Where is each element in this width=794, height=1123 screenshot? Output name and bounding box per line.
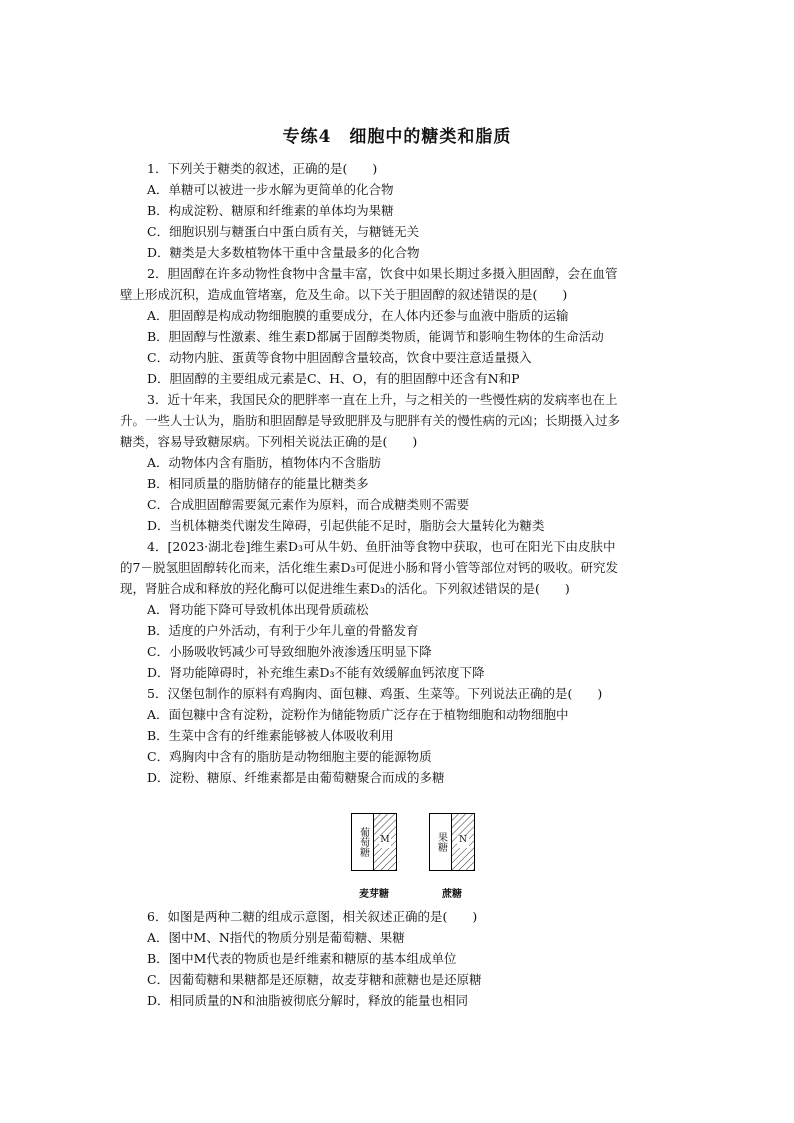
q2-option-d: D．胆固醇的主要组成元素是C、H、O，有的胆固醇中还含有N和P (147, 371, 520, 386)
q3-option-c: C．合成胆固醇需要氮元素作为原料，而合成糖类则不需要 (147, 497, 470, 512)
q5-stem: 5．汉堡包制作的原料有鸡胸肉、面包糠、鸡蛋、生菜等。下列说法正确的是( ) (147, 686, 603, 701)
q4-stem-line1: 4．[2023·湖北卷]维生素D₃可从牛奶、鱼肝油等食物中获取，也可在阳光下由皮肤中 (147, 539, 616, 554)
m-letter: M (380, 835, 390, 845)
q1-stem: 1．下列关于糖类的叙述，正确的是( ) (147, 161, 378, 176)
fructose-unit (430, 814, 452, 870)
q3-option-a: A．动物体内含有脂肪，植物体内不含脂肪 (147, 455, 382, 470)
q2-option-b: B．胆固醇与性激素、维生素D都属于固醇类物质，能调节和影响生物体的生命活动 (147, 329, 604, 344)
question-6 (120, 906, 680, 1011)
q1-option-a: A．单糖可以被进一步水解为更简单的化合物 (147, 182, 394, 197)
q3-option-b: B．相同质量的脂肪储存的能量比糖类多 (147, 476, 369, 491)
q4-option-b: B．适度的户外活动，有利于少年儿童的骨骼发育 (147, 623, 419, 638)
q3-option-d: D．当机体糖类代谢发生障碍，引起供能不足时，脂肪会大量转化为糖类 (147, 518, 545, 533)
q2-option-a: A．胆固醇是构成动物细胞膜的重要成分，在人体内还参与血液中脂质的运输 (147, 308, 569, 323)
q2-stem-line1: 2．胆固醇在许多动物性食物中含量丰富，饮食中如果长期过多摄入胆固醇，会在血管 (147, 266, 618, 281)
q3-stem-line1: 3．近十年来，我国民众的肥胖率一直在上升，与之相关的一些慢性病的发病率也在上 (147, 392, 618, 407)
q2-stem-line2: 壁上形成沉积，造成血管堵塞，危及生命。以下关于胆固醇的叙述错误的是( ) (120, 287, 568, 302)
disaccharide-figure (343, 813, 483, 903)
n-letter: N (459, 835, 467, 845)
maltose-diagram (351, 813, 397, 871)
q4-stem-line3: 现，肾脏合成和释放的羟化酶可以促进维生素D₃的活化。下列叙述错误的是( ) (120, 581, 570, 596)
q1-option-b: B．构成淀粉、糖原和纤维素的单体均为果糖 (147, 203, 394, 218)
q5-option-d: D．淀粉、糖原、纤维素都是由葡萄糖聚合而成的多糖 (147, 770, 445, 785)
q4-stem-line2: 的7－脱氢胆固醇转化而来，活化维生素D₃可促进小肠和肾小管等部位对钙的吸收。研究发 (120, 560, 618, 575)
q5-option-c: C．鸡胸肉中含有的脂肪是动物细胞主要的能源物质 (147, 749, 432, 764)
q5-option-a: A．面包糠中含有淀粉，淀粉作为储能物质广泛存在于植物细胞和动物细胞中 (147, 707, 569, 722)
q2-option-c: C．动物内脏、蛋黄等食物中胆固醇含量较高，饮食中要注意适量摄入 (147, 350, 532, 365)
q6-option-c: C．因葡萄糖和果糖都是还原糖，故麦芽糖和蔗糖也是还原糖 (147, 972, 482, 987)
fructose-label: 果糖 (435, 832, 447, 852)
q4-option-c: C．小肠吸收钙减少可导致细胞外液渗透压明显下降 (147, 644, 432, 659)
question-list (120, 158, 680, 788)
sucrose-diagram (429, 813, 475, 871)
m-unit (373, 814, 396, 870)
q6-option-d: D．相同质量的N和油脂被彻底分解时，释放的能量也相同 (147, 993, 468, 1008)
glucose-label: 葡萄糖 (357, 827, 369, 857)
q5-option-b: B．生菜中含有的纤维素能够被人体吸收利用 (147, 728, 394, 743)
q6-stem: 6．如图是两种二糖的组成示意图，相关叙述正确的是( ) (147, 909, 478, 924)
q6-option-a: A．图中M、N指代的物质分别是葡萄糖、果糖 (147, 930, 405, 945)
n-unit (451, 814, 474, 870)
q1-option-d: D．糖类是大多数植物体干重中含量最多的化合物 (147, 245, 420, 260)
maltose-caption: 麦芽糖 (359, 889, 389, 900)
glucose-unit (352, 814, 374, 870)
q6-option-b: B．图中M代表的物质也是纤维素和糖原的基本组成单位 (147, 951, 457, 966)
q3-stem-line3: 糖类，容易导致糖尿病。下列相关说法正确的是( ) (120, 434, 418, 449)
q4-option-a: A．肾功能下降可导致机体出现骨质疏松 (147, 602, 369, 617)
q1-option-c: C．细胞识别与糖蛋白中蛋白质有关，与糖链无关 (147, 224, 420, 239)
page-title: 专练4 细胞中的糖类和脂质 (282, 127, 512, 147)
q3-stem-line2: 升。一些人士认为，脂肪和胆固醇是导致肥胖及与肥胖有关的慢性病的元凶；长期摄入过多 (120, 413, 621, 428)
q4-option-d: D．肾功能障碍时，补充维生素D₃不能有效缓解血钙浓度下降 (147, 665, 485, 680)
sucrose-caption: 蔗糖 (442, 889, 462, 900)
